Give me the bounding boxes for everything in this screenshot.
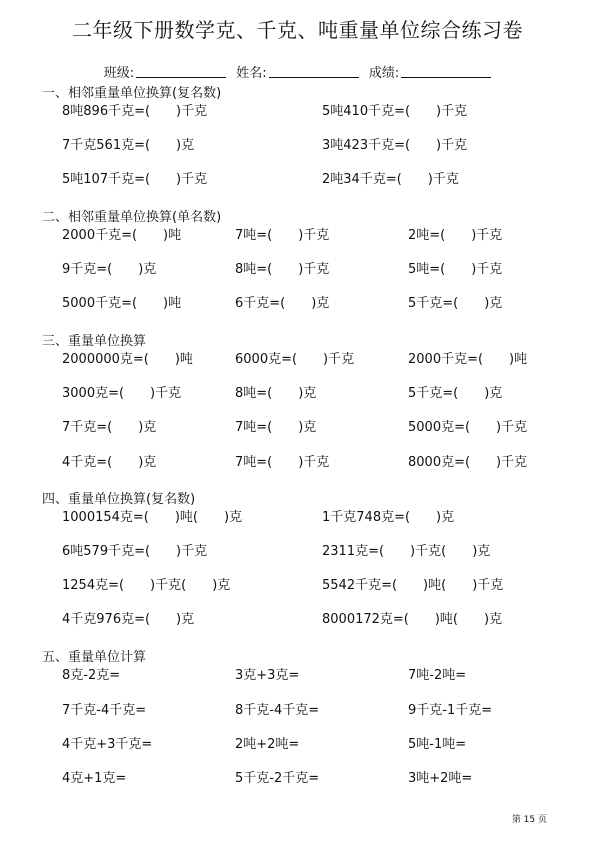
exercise-row — [0, 348, 595, 366]
exercise-item: 8吨=( )千克 — [235, 262, 330, 277]
exercise-item: 2000千克=( )吨 — [62, 228, 182, 243]
exercise-row — [0, 100, 595, 118]
exercise-row — [0, 168, 595, 186]
exercise-row — [0, 292, 595, 310]
exercise-item: 4千克+3千克= — [62, 737, 153, 752]
exercise-item: 3克+3克= — [235, 668, 300, 683]
exercise-item: 8吨=( )克 — [235, 386, 317, 401]
exercise-item: 5000千克=( )吨 — [62, 296, 182, 311]
exercise-item: 8克-2克= — [62, 668, 121, 683]
exercise-item: 5千克-2千克= — [235, 771, 320, 786]
exercise-row — [0, 608, 595, 626]
exercise-item: 3000克=( )千克 — [62, 386, 182, 401]
student-info-line — [0, 62, 595, 81]
exercise-item: 9千克-1千克= — [408, 703, 493, 718]
exercise-item: 6千克=( )克 — [235, 296, 330, 311]
score-label: 成绩: — [368, 66, 400, 81]
exercise-row — [0, 767, 595, 785]
exercise-item: 8千克-4千克= — [235, 703, 320, 718]
exercise-item: 1千克748克=( )克 — [322, 510, 455, 525]
exercise-row — [0, 699, 595, 717]
exercise-item: 8吨896千克=( )千克 — [62, 104, 208, 119]
exercise-item: 5吨=( )千克 — [408, 262, 503, 277]
exercise-item: 5吨-1吨= — [408, 737, 467, 752]
exercise-item: 4千克=( )克 — [62, 455, 157, 470]
exercise-row — [0, 540, 595, 558]
exercise-row — [0, 224, 595, 242]
exercise-item: 2吨34千克=( )千克 — [322, 172, 459, 187]
name-label: 姓名: — [236, 66, 267, 81]
name-field — [236, 62, 358, 81]
score-blank[interactable] — [401, 65, 491, 78]
exercise-item: 5千克=( )克 — [408, 296, 503, 311]
exercise-item: 3吨+2吨= — [408, 771, 473, 786]
exercise-item: 1000154克=( )吨( )克 — [62, 510, 243, 525]
page-title: 二年级下册数学克、千克、吨重量单位综合练习卷 — [72, 18, 523, 42]
exercise-item: 2311克=( )千克( )克 — [322, 544, 491, 559]
class-field — [104, 62, 226, 81]
exercise-item: 6000克=( )千克 — [235, 352, 355, 367]
exercise-item: 5千克=( )克 — [408, 386, 503, 401]
exercise-row — [0, 382, 595, 400]
exercise-item: 7吨=( )千克 — [235, 455, 330, 470]
exercise-item: 2000千克=( )吨 — [408, 352, 528, 367]
class-blank[interactable] — [136, 65, 226, 78]
exercise-item: 2吨+2吨= — [235, 737, 300, 752]
exercise-item: 2000000克=( )吨 — [62, 352, 193, 367]
class-label: 班级: — [103, 66, 135, 81]
exercise-item: 9千克=( )克 — [62, 262, 157, 277]
exercise-item: 3吨423千克=( )千克 — [322, 138, 468, 153]
exercise-row — [0, 258, 595, 276]
exercise-item: 7千克-4千克= — [62, 703, 147, 718]
exercise-item: 7吨=( )克 — [235, 420, 317, 435]
exercise-item: 4千克976克=( )克 — [62, 612, 195, 627]
exercise-item: 7千克561克=( )克 — [62, 138, 195, 153]
section-2-heading: 二、相邻重量单位换算(单名数) — [42, 210, 222, 225]
section-5-heading: 五、重量单位计算 — [42, 650, 147, 665]
exercise-item: 5542千克=( )吨( )千克 — [322, 578, 504, 593]
exercise-item: 2吨=( )千克 — [408, 228, 503, 243]
exercise-item: 6吨579千克=( )千克 — [62, 544, 208, 559]
exercise-item: 5吨410千克=( )千克 — [322, 104, 468, 119]
exercise-row — [0, 733, 595, 751]
section-1-heading: 一、相邻重量单位换算(复名数) — [42, 86, 222, 101]
exercise-item: 1254克=( )千克( )克 — [62, 578, 231, 593]
exercise-item: 8000172克=( )吨( )克 — [322, 612, 503, 627]
exercise-item: 8000克=( )千克 — [408, 455, 528, 470]
exercise-row — [0, 506, 595, 524]
exercise-item: 7吨=( )千克 — [235, 228, 330, 243]
exercise-item: 4克+1克= — [62, 771, 127, 786]
section-3-heading: 三、重量单位换算 — [42, 334, 147, 349]
exercise-row — [0, 451, 595, 469]
exercise-item: 5000克=( )千克 — [408, 420, 528, 435]
exercise-row — [0, 664, 595, 682]
section-4-heading: 四、重量单位换算(复名数) — [42, 492, 196, 507]
name-blank[interactable] — [269, 65, 359, 78]
exercise-row — [0, 416, 595, 434]
score-field — [369, 62, 491, 81]
exercise-item: 5吨107千克=( )千克 — [62, 172, 208, 187]
exercise-row — [0, 574, 595, 592]
exercise-item: 7吨-2吨= — [408, 668, 467, 683]
exercise-item: 7千克=( )克 — [62, 420, 157, 435]
exercise-row — [0, 134, 595, 152]
page-number: 第 15 页 — [511, 815, 547, 825]
